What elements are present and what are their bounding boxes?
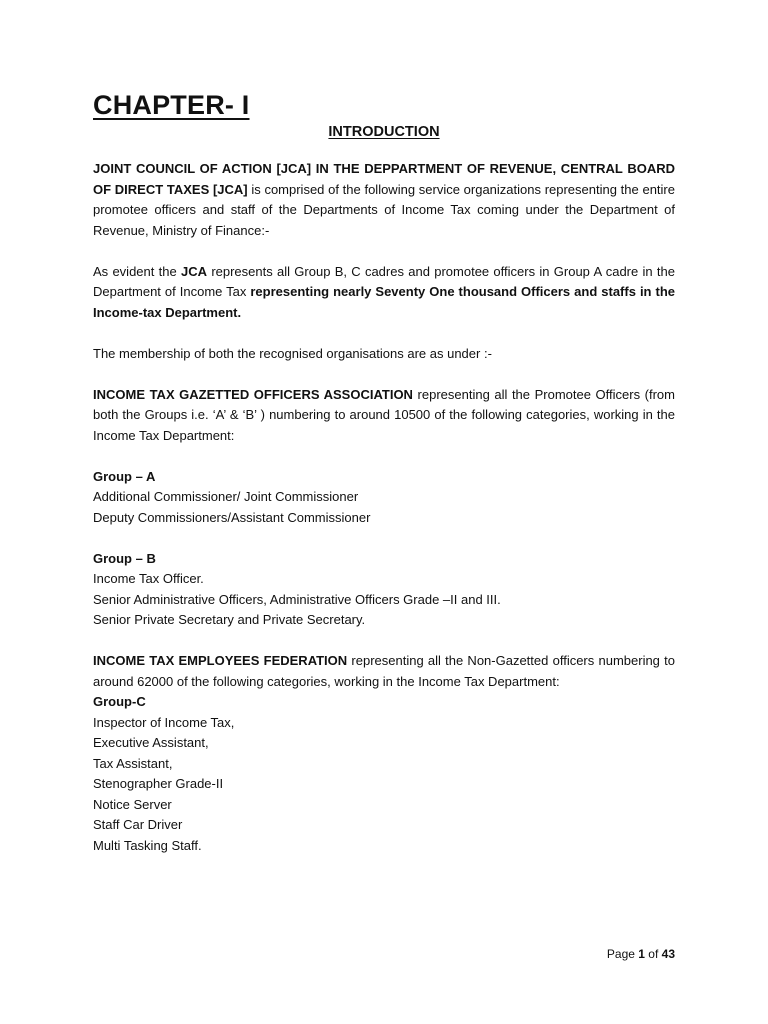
group-c-list [93,692,675,856]
group-c-heading: Group-C [93,694,146,709]
itgoa-name: INCOME TAX GAZETTED OFFICERS ASSOCIATION [93,386,413,402]
group-b-list [93,549,675,631]
intro-paragraph [93,159,675,241]
list-item: Notice Server [93,796,172,812]
group-b-heading: Group – B [93,550,156,566]
list-item: Tax Assistant, [93,755,173,771]
itef-paragraph [93,651,675,692]
page-number: 1 [638,947,645,961]
group-a-list [93,467,675,529]
itgoa-text: representing all the Promotee Officers (from both the Groups i.e. ‘A’ & ‘B’ ) numbering to around 10500 of the following categories, working in the Income Tax Department: [93,386,675,443]
list-item: Additional Commissioner/ Joint Commissioner [93,489,359,504]
document-page [93,0,675,1024]
jca-text-middle: represents all Group B, C cadres and promotee officers in Group A cadre in the Department of Income Tax [93,263,675,299]
list-item: Multi Tasking Staff. [93,837,202,853]
itef-name: INCOME TAX EMPLOYEES FEDERATION [93,653,348,668]
jca-text-prefix: As evident the [93,263,182,279]
section-title: INTRODUCTION [328,124,440,140]
intro-text: is comprised of the following service organizations representing the entire promotee officers and staff of the Departments of Income Tax coming under the Department of Revenue, Ministry of Finance:- [93,181,675,238]
page-footer [607,947,675,961]
jca-strength: representing nearly Seventy One thousand Officers and staffs in the Income-tax Department. [93,284,675,320]
list-item: Senior Private Secretary and Private Secretary. [93,612,366,627]
total-pages: 43 [661,947,675,961]
membership-paragraph: The membership of both the recognised organisations are as under :- [93,345,492,361]
list-item: Income Tax Officer. [93,571,204,586]
list-item: Stenographer Grade-II [93,776,224,791]
document-body [93,159,675,856]
list-item: Staff Car Driver [93,817,183,832]
jca-name: JOINT COUNCIL OF ACTION [JCA] IN THE DEPPARTMENT OF REVENUE, CENTRAL BOARD OF DIRECT TAXES [JCA] [93,161,675,197]
chapter-title: CHAPTER- I [93,90,250,120]
list-item: Inspector of Income Tax, [93,714,235,730]
page-label: Page [606,947,639,961]
group-a-heading: Group – A [93,468,156,484]
itgoa-paragraph [93,385,675,447]
jca-paragraph [93,262,675,324]
list-item: Senior Administrative Officers, Administrative Officers Grade –II and III. [93,591,501,607]
list-item: Deputy Commissioners/Assistant Commissioner [93,509,371,525]
jca-abbrev: JCA [181,263,208,279]
list-item: Executive Assistant, [93,735,209,750]
itef-text: representing all the Non-Gazetted officers numbering to around 62000 of the following categories, working in the Income Tax Department: [93,653,675,689]
of-label: of [644,947,662,961]
